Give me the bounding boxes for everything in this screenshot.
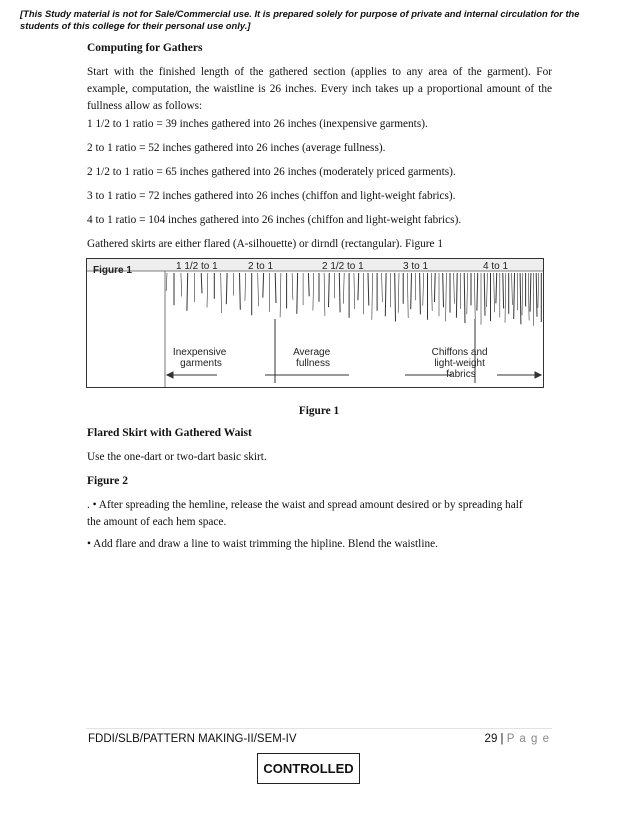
ratio-line-1: 1 1/2 to 1 ratio = 39 inches gathered into 26 inches (inexpensive garments). — [87, 118, 428, 130]
svg-text:Inexpensive garments — [173, 347, 229, 369]
page-separator: | — [500, 733, 504, 745]
page-number: 29 — [484, 733, 498, 745]
intro-paragraph: Start with the finished length of the gathered section (applies to any area of the garment). For example, computation, the waistline is 26 inches. Every inch takes up a proportional amount of the fullness allow as follows: — [87, 66, 552, 112]
instruction-bullet-2: • Add flare and draw a line to waist trimming the hipline. Blend the waistline. — [87, 538, 438, 550]
ratio-label-2: 2 to 1 — [248, 261, 274, 272]
footer-page-info — [485, 733, 550, 745]
ratio-line-2: 2 to 1 ratio = 52 inches gathered into 26 inches (average fullness). — [87, 142, 386, 154]
skirt-types-note: Gathered skirts are either flared (A-silhouette) or dirndl (rectangular). Figure 1 — [87, 238, 444, 250]
category-average-line2: fullness — [296, 358, 330, 369]
svg-text:Average fullness — [293, 347, 333, 369]
footer-course-code: FDDI/SLB/PATTERN MAKING-II/SEM-IV — [88, 733, 297, 745]
ratio-line-4: 3 to 1 ratio = 72 inches gathered into 26 inches (chiffon and light-weight fabrics). — [87, 190, 456, 202]
category-chiffons-line1: Chiffons and — [431, 347, 488, 358]
ratio-label-4: 3 to 1 — [403, 261, 429, 272]
category-chiffons-line2: light-weight — [434, 358, 485, 369]
footer-divider — [86, 728, 552, 729]
category-inexpensive-line2: garments — [180, 358, 222, 369]
ratio-label-5: 4 to 1 — [483, 261, 509, 272]
figure-1-label: Figure 1 — [93, 265, 132, 276]
disclaimer: [This Study material is not for Sale/Commercial use. It is prepared solely for purpose of private and internal circulation for the students of this college for their personal use only.] — [20, 8, 580, 31]
section-heading-flared-skirt: Flared Skirt with Gathered Waist — [87, 427, 252, 439]
ratio-label-3: 2 1/2 to 1 — [322, 261, 364, 272]
ratio-line-3: 2 1/2 to 1 ratio = 65 inches gathered into 26 inches (moderately priced garments). — [87, 166, 456, 178]
category-average-line1: Average — [293, 347, 331, 358]
instruction-bullet-1: . • After spreading the hemline, release the waist and spread amount desired or by spreading half the amount of each hem space. — [87, 499, 523, 528]
ratio-label-1: 1 1/2 to 1 — [176, 261, 218, 272]
page-word: P a g e — [506, 733, 550, 745]
controlled-stamp: CONTROLLED — [257, 753, 360, 784]
figure-1-svg — [87, 259, 543, 387]
section-heading-computing-gathers: Computing for Gathers — [87, 42, 203, 54]
figure-2-label: Figure 2 — [87, 475, 128, 487]
category-chiffons-line3: fabrics — [446, 369, 476, 380]
figure-1-gathers-illustration — [86, 258, 544, 388]
ratio-line-5: 4 to 1 ratio = 104 inches gathered into 26 inches (chiffon and light-weight fabrics). — [87, 214, 462, 226]
category-inexpensive-line1: Inexpensive — [172, 347, 227, 358]
basic-skirt-instruction: Use the one-dart or two-dart basic skirt. — [87, 451, 267, 463]
figure-1-caption: Figure 1 — [298, 405, 340, 417]
